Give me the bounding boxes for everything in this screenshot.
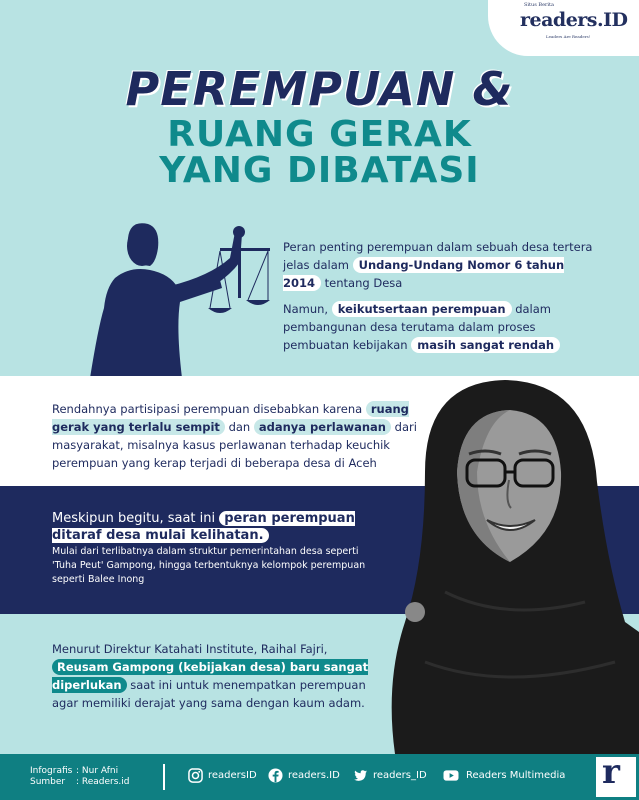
highlight-adanya-perlawanan: adanya perlawanan <box>254 419 391 435</box>
logo-name[interactable]: readers.ID <box>520 9 628 31</box>
twitter-icon <box>353 768 368 783</box>
readers-badge-letter: r <box>602 752 620 792</box>
lady-justice-icon <box>70 218 280 378</box>
title-line-1: PEREMPUAN & <box>125 62 514 116</box>
highlight-undang-undang: Undang-Undang Nomor 6 tahun 2014 <box>283 258 565 290</box>
paragraph-mulai-dari: Mulai dari terlibatnya dalam struktur pemerintahan desa seperti 'Tuha Peut' Gampong, hingga terbentuknya kelompok perempuan seperti Balee Inong <box>52 546 366 585</box>
paragraph-rendahnya-partisipasi: Rendahnya partisipasi perempuan disebabkan karena ruang gerak yang terlalu sempit dan adanya perlawanan dari masyarakat, misalnya kasus perlawanan terhadap keuchik perempuan yang kerap terjadi di beberapa desa di Aceh <box>52 402 417 470</box>
instagram-handle: readersID <box>208 770 257 781</box>
highlight-ruang-gerak: ruang gerak yang terlalu sempit <box>52 402 409 434</box>
facebook-icon <box>268 768 283 783</box>
highlight-masih-rendah: masih sangat rendah <box>411 337 560 353</box>
paragraph-meskipun-begitu: Meskipun begitu, saat ini peran perempuan ditaraf desa mulai kelihatan. <box>52 511 355 543</box>
sumber-value: : Readers.id <box>76 777 130 787</box>
title-line-3: YANG DIBATASI <box>159 150 480 191</box>
footer-divider <box>163 764 165 790</box>
instagram-link[interactable] <box>188 768 257 783</box>
title-line-2: RUANG GERAK <box>167 114 472 155</box>
twitter-link[interactable] <box>353 768 427 783</box>
highlight-reusam-gampong: Reusam Gampong (kebijakan desa) baru sangat diperlukan <box>52 660 369 692</box>
sumber-label: Sumber <box>30 777 66 787</box>
twitter-handle: readers_ID <box>373 770 427 781</box>
logo-tagline-top: Situs Berita <box>524 2 555 8</box>
highlight-peran-perempuan: peran perempuan ditaraf desa mulai kelihatan. <box>52 511 355 543</box>
highlight-keikutsertaan: keikutsertaan perempuan <box>332 301 512 317</box>
instagram-icon <box>188 768 203 783</box>
logo-tagline-bottom: Leaders Are Readers! <box>546 34 591 39</box>
youtube-icon <box>441 768 461 783</box>
youtube-link[interactable] <box>441 768 565 783</box>
paragraph-menurut-direktur: Menurut Direktur Katahati Institute, Raihal Fajri, Reusam Gampong (kebijakan desa) baru sangat diperlukan saat ini untuk menempatkan perempuan agar memiliki derajat yang sama dengan kaum adam. <box>52 642 369 710</box>
portrait-photo <box>385 362 639 754</box>
footer-credits <box>30 766 130 788</box>
facebook-handle: readers.ID <box>288 770 340 781</box>
infografis-value: : Nur Afni <box>76 766 119 776</box>
paragraph-peran-penting: Peran penting perempuan dalam sebuah desa tertera jelas dalam Undang-Undang Nomor 6 tahun 2014 tentang Desa <box>283 240 593 290</box>
youtube-channel: Readers Multimedia <box>466 770 566 781</box>
paragraph-keikutsertaan: Namun, keikutsertaan perempuan dalam pembangunan desa terutama dalam proses pembuatan kebijakan masih sangat rendah <box>283 300 593 354</box>
infografis-label: Infografis <box>30 766 73 776</box>
facebook-link[interactable] <box>268 768 340 783</box>
